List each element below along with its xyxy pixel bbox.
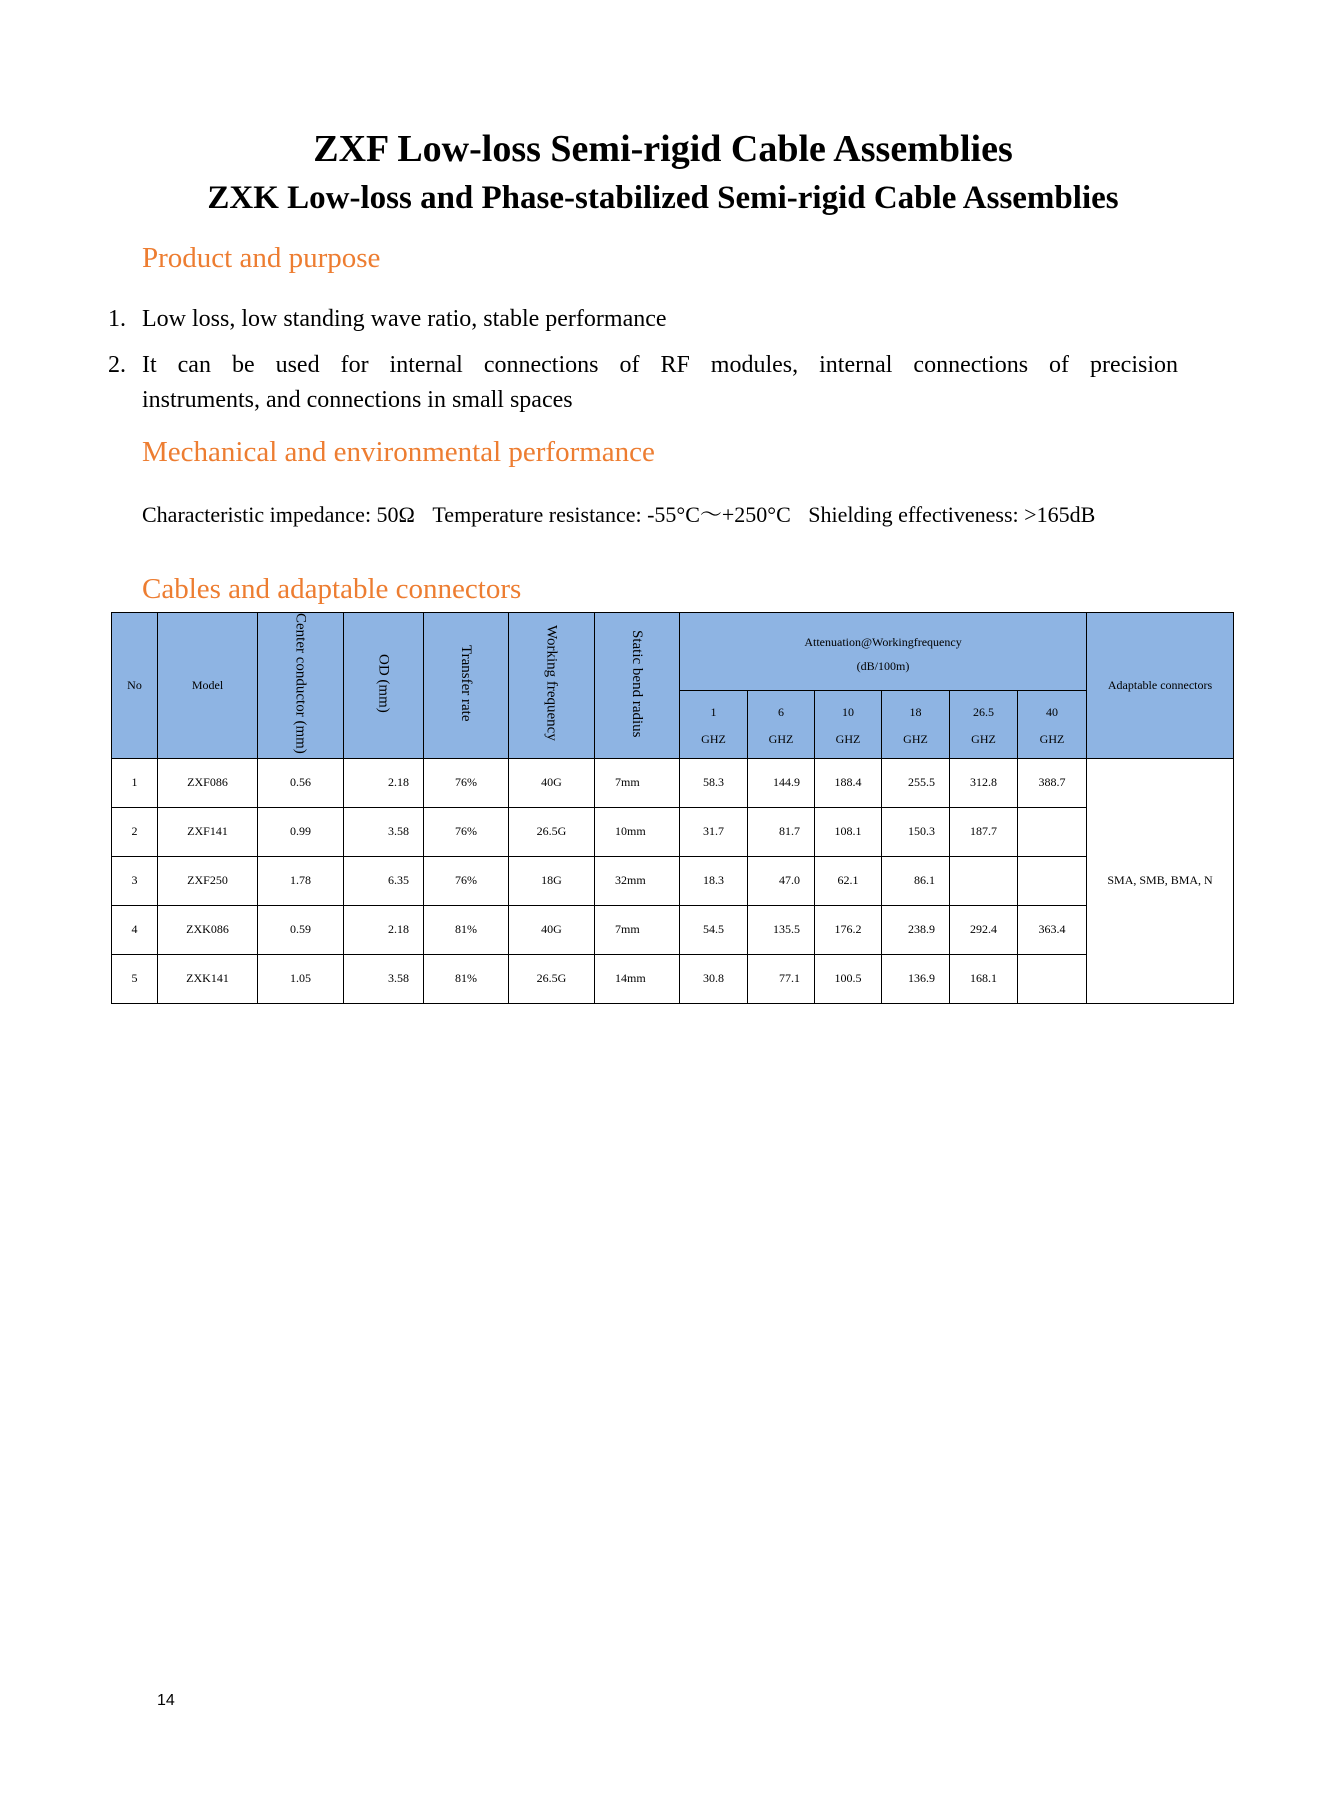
cell-att: 58.3 [680, 758, 748, 807]
cell-od: 2.18 [344, 758, 424, 807]
cell-center: 0.56 [258, 758, 344, 807]
cell-od: 2.18 [344, 905, 424, 954]
cell-od: 3.58 [344, 954, 424, 1003]
cell-bend: 7mm [595, 758, 680, 807]
spec-shielding: Shielding effectiveness: >165dB [808, 502, 1096, 527]
cell-model: ZXK141 [158, 954, 258, 1003]
cell-working: 40G [509, 905, 595, 954]
cell-att: 47.0 [748, 856, 815, 905]
list-number: 1. [108, 306, 126, 332]
header-adaptable-connectors: Adaptable connectors [1087, 613, 1234, 759]
header-working-frequency: Working frequency [509, 613, 595, 759]
cell-center: 1.78 [258, 856, 344, 905]
table-row [112, 905, 1234, 954]
cell-att: 238.9 [882, 905, 950, 954]
header-freq-6: 6 GHZ [748, 691, 815, 759]
section-heading-mechanical: Mechanical and environmental performance [142, 436, 655, 468]
cell-no: 4 [112, 905, 158, 954]
header-freq-1: 1 GHZ [680, 691, 748, 759]
list-text-line: instruments, and connections in small spaces [142, 387, 573, 413]
header-freq-18: 18 GHZ [882, 691, 950, 759]
header-transfer-rate: Transfer rate [424, 613, 509, 759]
cell-no: 2 [112, 807, 158, 856]
header-no: No [112, 613, 158, 759]
cell-working: 26.5G [509, 807, 595, 856]
cell-att: 292.4 [950, 905, 1018, 954]
table-row [112, 758, 1234, 807]
cell-att: 144.9 [748, 758, 815, 807]
cell-bend: 10mm [595, 807, 680, 856]
cell-att [1018, 807, 1087, 856]
list-item [108, 348, 1178, 418]
cell-att: 312.8 [950, 758, 1018, 807]
page-number: 14 [157, 1692, 175, 1709]
table-row [112, 954, 1234, 1003]
cell-transfer: 81% [424, 954, 509, 1003]
cell-att: 86.1 [882, 856, 950, 905]
page-subtitle: ZXK Low-loss and Phase-stabilized Semi-rigid Cable Assemblies [207, 180, 1119, 216]
cell-att: 135.5 [748, 905, 815, 954]
cell-connectors: SMA, SMB, BMA, N [1087, 758, 1234, 1003]
list-text: Low loss, low standing wave ratio, stable performance [142, 306, 667, 332]
header-model: Model [158, 613, 258, 759]
cell-att: 150.3 [882, 807, 950, 856]
attenuation-unit: (dB/100m) [856, 658, 910, 673]
cell-att: 62.1 [815, 856, 882, 905]
header-freq-40: 40 GHZ [1018, 691, 1087, 759]
list-text-line: It can be used for internal connections of RF modules, internal connections of precision [142, 352, 1178, 378]
list-text [142, 348, 1178, 418]
cell-no: 5 [112, 954, 158, 1003]
list-item [108, 302, 1178, 337]
header-freq-10: 10 GHZ [815, 691, 882, 759]
spec-impedance: Characteristic impedance: 50Ω [142, 502, 415, 527]
cell-att: 168.1 [950, 954, 1018, 1003]
section-heading-cables: Cables and adaptable connectors [142, 573, 522, 605]
cell-transfer: 76% [424, 807, 509, 856]
cell-bend: 32mm [595, 856, 680, 905]
cell-transfer: 76% [424, 758, 509, 807]
cell-att [1018, 954, 1087, 1003]
cell-model: ZXF250 [158, 856, 258, 905]
header-od: OD (mm) [344, 613, 424, 759]
section-heading-product: Product and purpose [142, 242, 381, 274]
cell-od: 6.35 [344, 856, 424, 905]
table-row [112, 856, 1234, 905]
cell-working: 40G [509, 758, 595, 807]
cell-att: 18.3 [680, 856, 748, 905]
cell-att: 108.1 [815, 807, 882, 856]
header-static-bend-radius: Static bend radius [595, 613, 680, 759]
cell-att: 363.4 [1018, 905, 1087, 954]
spec-temperature: Temperature resistance: -55°C～+250°C [432, 502, 791, 527]
cell-model: ZXF086 [158, 758, 258, 807]
cell-att: 255.5 [882, 758, 950, 807]
cell-att: 136.9 [882, 954, 950, 1003]
cell-att: 77.1 [748, 954, 815, 1003]
header-attenuation [680, 613, 1087, 691]
cell-model: ZXK086 [158, 905, 258, 954]
cell-att [1018, 856, 1087, 905]
cell-transfer: 76% [424, 856, 509, 905]
cell-working: 26.5G [509, 954, 595, 1003]
cell-att: 188.4 [815, 758, 882, 807]
list-number: 2. [108, 352, 126, 378]
table-row [112, 807, 1234, 856]
cell-att: 388.7 [1018, 758, 1087, 807]
cell-att: 54.5 [680, 905, 748, 954]
header-freq-26-5: 26.5 GHZ [950, 691, 1018, 759]
specs-line [142, 500, 1107, 530]
cell-att: 100.5 [815, 954, 882, 1003]
cell-no: 3 [112, 856, 158, 905]
page-title: ZXF Low-loss Semi-rigid Cable Assemblies [313, 128, 1013, 170]
attenuation-title: Attenuation@Workingfrequency [804, 634, 962, 649]
cell-att: 187.7 [950, 807, 1018, 856]
cell-working: 18G [509, 856, 595, 905]
cell-att: 30.8 [680, 954, 748, 1003]
cell-att: 31.7 [680, 807, 748, 856]
header-center-conductor: Center conductor (mm) [258, 613, 344, 759]
cell-att: 81.7 [748, 807, 815, 856]
cables-table [111, 612, 1234, 1004]
cell-bend: 14mm [595, 954, 680, 1003]
cell-bend: 7mm [595, 905, 680, 954]
cell-model: ZXF141 [158, 807, 258, 856]
cell-center: 0.99 [258, 807, 344, 856]
cell-center: 0.59 [258, 905, 344, 954]
cell-transfer: 81% [424, 905, 509, 954]
cell-center: 1.05 [258, 954, 344, 1003]
cell-no: 1 [112, 758, 158, 807]
cell-od: 3.58 [344, 807, 424, 856]
cell-att: 176.2 [815, 905, 882, 954]
cell-att [950, 856, 1018, 905]
